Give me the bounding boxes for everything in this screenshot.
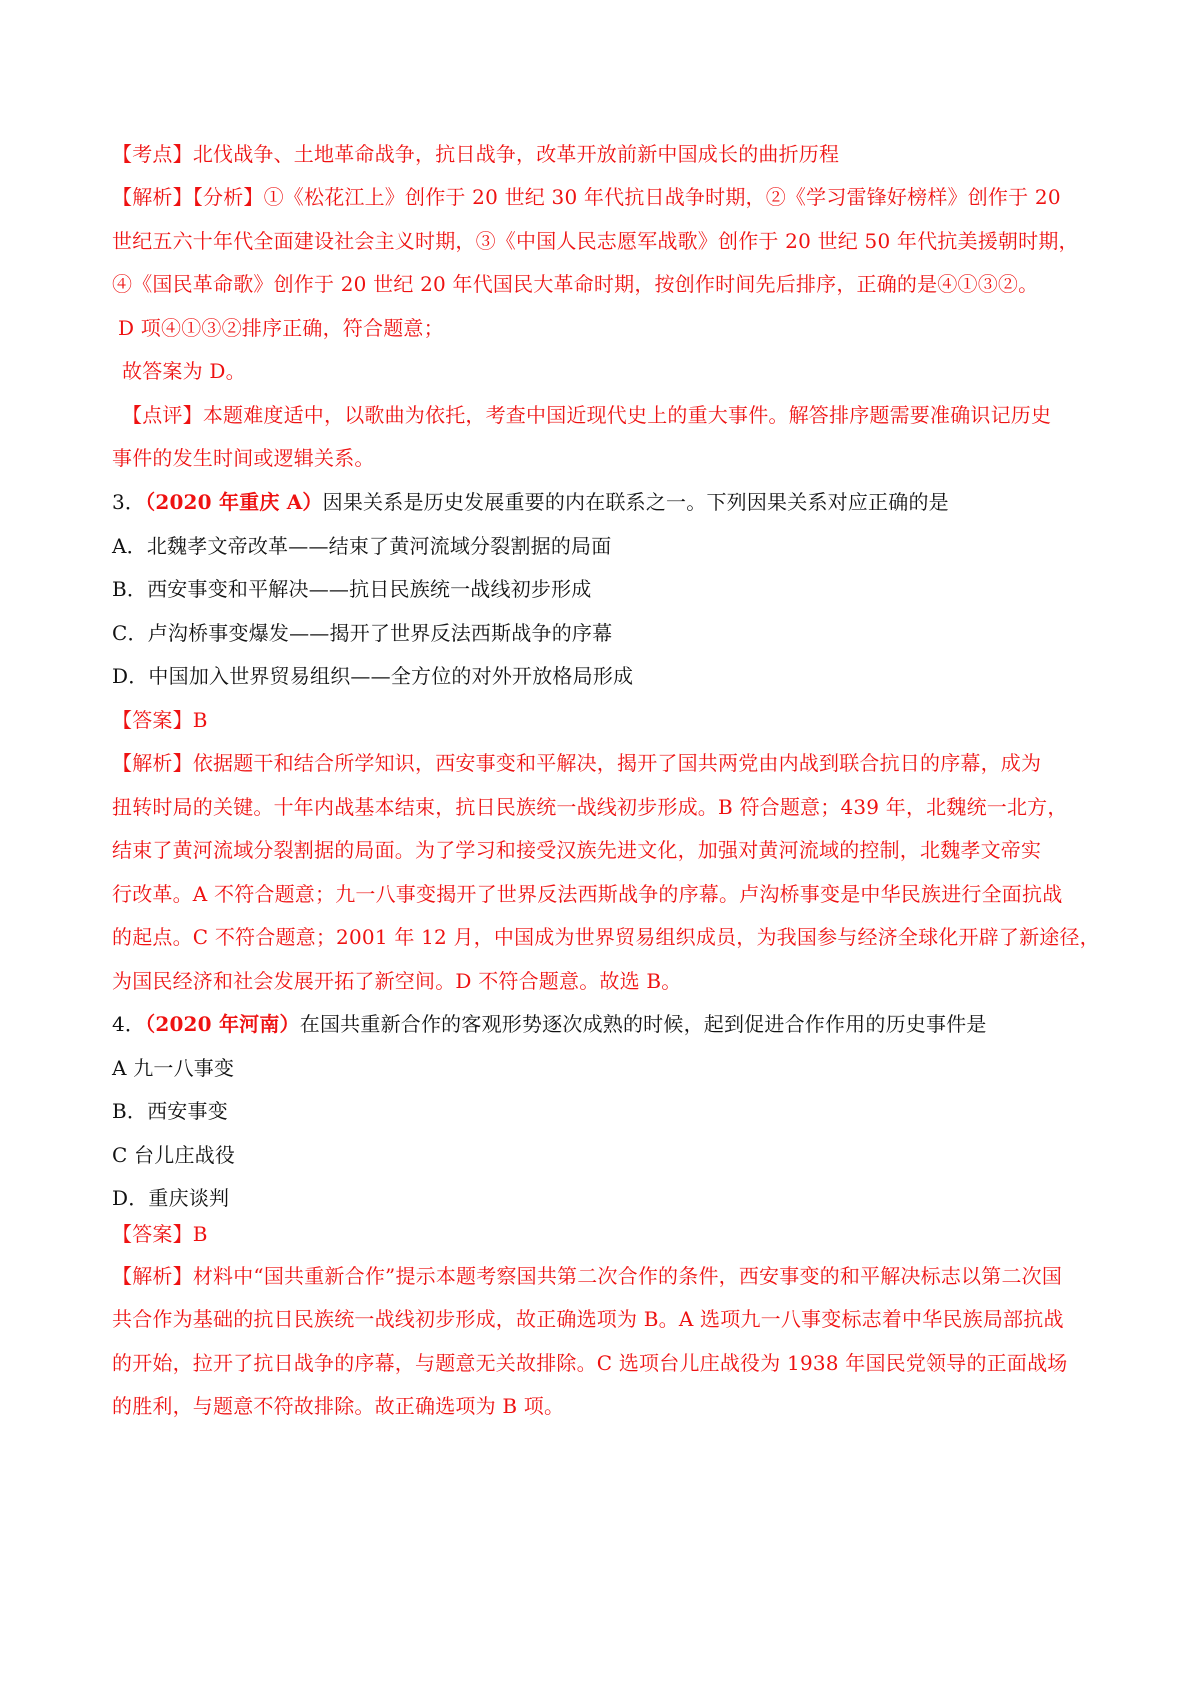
dianping-text: 本题难度适中，以歌曲为依托，考查中国近现代史上的重大事件。解答排序题需要准确识记历史 xyxy=(202,403,1052,427)
q4-option-b: B．西安事变 xyxy=(112,1099,228,1123)
kaodian-line xyxy=(112,140,1102,168)
jiexi-text: ①《松花江上》创作于 20 世纪 30 年代抗日战争时期，②《学习雷锋好榜样》创作于 20 xyxy=(263,185,1061,209)
question-number: 4． xyxy=(112,1012,146,1036)
question-number: 3． xyxy=(112,490,146,514)
answer-conclusion-line: 故答案为 D。 xyxy=(122,359,246,383)
q3-option-b: B．西安事变和平解决——抗日民族统一战线初步形成 xyxy=(112,577,592,601)
q4-answer: 【答案】B xyxy=(112,1222,208,1246)
question-text: 因果关系是历史发展重要的内在联系之一。下列因果关系对应正确的是 xyxy=(322,490,949,514)
q3-option-d: D．中国加入世界贸易组织——全方位的对外开放格局形成 xyxy=(112,664,634,688)
jiexi-line-3: ④《国民革命歌》创作于 20 世纪 20 年代国民大革命时期，按创作时间先后排序，正确的是④①③②。 xyxy=(112,272,1039,296)
jiexi-line-2: 世纪五六十年代全面建设社会主义时期，③《中国人民志愿军战歌》创作于 20 世纪 50 年代抗美援朝时期， xyxy=(112,229,1079,253)
question-source: （2020 年河南） xyxy=(145,1012,300,1036)
q3-analysis-line-4: 行改革。A 不符合题意；九一八事变揭开了世界反法西斯战争的序幕。卢沟桥事变是中华民族进行全面抗战 xyxy=(112,882,1063,906)
q3-option-c: C．卢沟桥事变爆发——揭开了世界反法西斯战争的序幕 xyxy=(112,621,613,645)
q3-answer: 【答案】B xyxy=(112,708,208,732)
dianping-line-1 xyxy=(122,401,1112,429)
jiexi-tag: 【解析】【分析】 xyxy=(112,185,264,209)
q3-analysis-line-3: 结束了黄河流域分裂割据的局面。为了学习和接受汉族先进文化，加强对黄河流域的控制，北魏孝文帝实 xyxy=(112,838,1042,862)
q3-option-a: A．北魏孝文帝改革——结束了黄河流域分裂割据的局面 xyxy=(112,534,612,558)
analysis-tag: 【解析】 xyxy=(112,751,193,775)
q4-option-c: C 台儿庄战役 xyxy=(112,1143,236,1167)
q3-analysis-line-6: 为国民经济和社会发展开拓了新空间。D 不符合题意。故选 B。 xyxy=(112,969,682,993)
question-text: 在国共重新合作的客观形势逐次成熟的时候，起到促进合作作用的历史事件是 xyxy=(299,1012,987,1036)
q4-option-a: A 九一八事变 xyxy=(112,1056,235,1080)
q3-analysis-line-1 xyxy=(112,749,1102,777)
q4-analysis-line-4: 的胜利，与题意不符故排除。故正确选项为 B 项。 xyxy=(112,1394,565,1418)
analysis-tag: 【解析】 xyxy=(112,1264,193,1288)
q3-analysis-line-2: 扭转时局的关键。十年内战基本结束，抗日民族统一战线初步形成。B 符合题意；439 年，北魏统一北方， xyxy=(112,795,1068,819)
analysis-text: 材料中“国共重新合作”提示本题考察国共第二次合作的条件，西安事变的和平解决标志以第二次国 xyxy=(192,1264,1063,1288)
q4-analysis-line-3: 的开始，拉开了抗日战争的序幕，与题意无关故排除。C 选项台儿庄战役为 1938 年国民党领导的正面战场 xyxy=(112,1351,1068,1375)
question-3-stem xyxy=(112,488,1102,516)
question-4-stem xyxy=(112,1010,1102,1038)
q3-analysis-line-5: 的起点。C 不符合题意；2001 年 12 月，中国成为世界贸易组织成员，为我国参与经济全球化开辟了新途径， xyxy=(112,925,1100,949)
q4-analysis-line-1 xyxy=(112,1262,1102,1290)
kaodian-text: 北伐战争、土地革命战争，抗日战争，改革开放前新中国成长的曲折历程 xyxy=(192,142,840,166)
q4-analysis-line-2: 共合作为基础的抗日民族统一战线初步形成，故正确选项为 B。A 选项九一八事变标志着中华民族局部抗战 xyxy=(112,1307,1064,1331)
analysis-text: 依据题干和结合所学知识，西安事变和平解决，揭开了国共两党由内战到联合抗日的序幕，成为 xyxy=(192,751,1042,775)
dianping-line-2: 事件的发生时间或逻辑关系。 xyxy=(112,446,375,470)
dianping-tag: 【点评】 xyxy=(122,403,203,427)
question-source: （2020 年重庆 A） xyxy=(145,490,323,514)
jiexi-line-1 xyxy=(112,183,1102,211)
d-option-line: D 项④①③②排序正确，符合题意； xyxy=(118,316,444,340)
kaodian-tag: 【考点】 xyxy=(112,142,193,166)
q4-option-d: D．重庆谈判 xyxy=(112,1186,230,1210)
